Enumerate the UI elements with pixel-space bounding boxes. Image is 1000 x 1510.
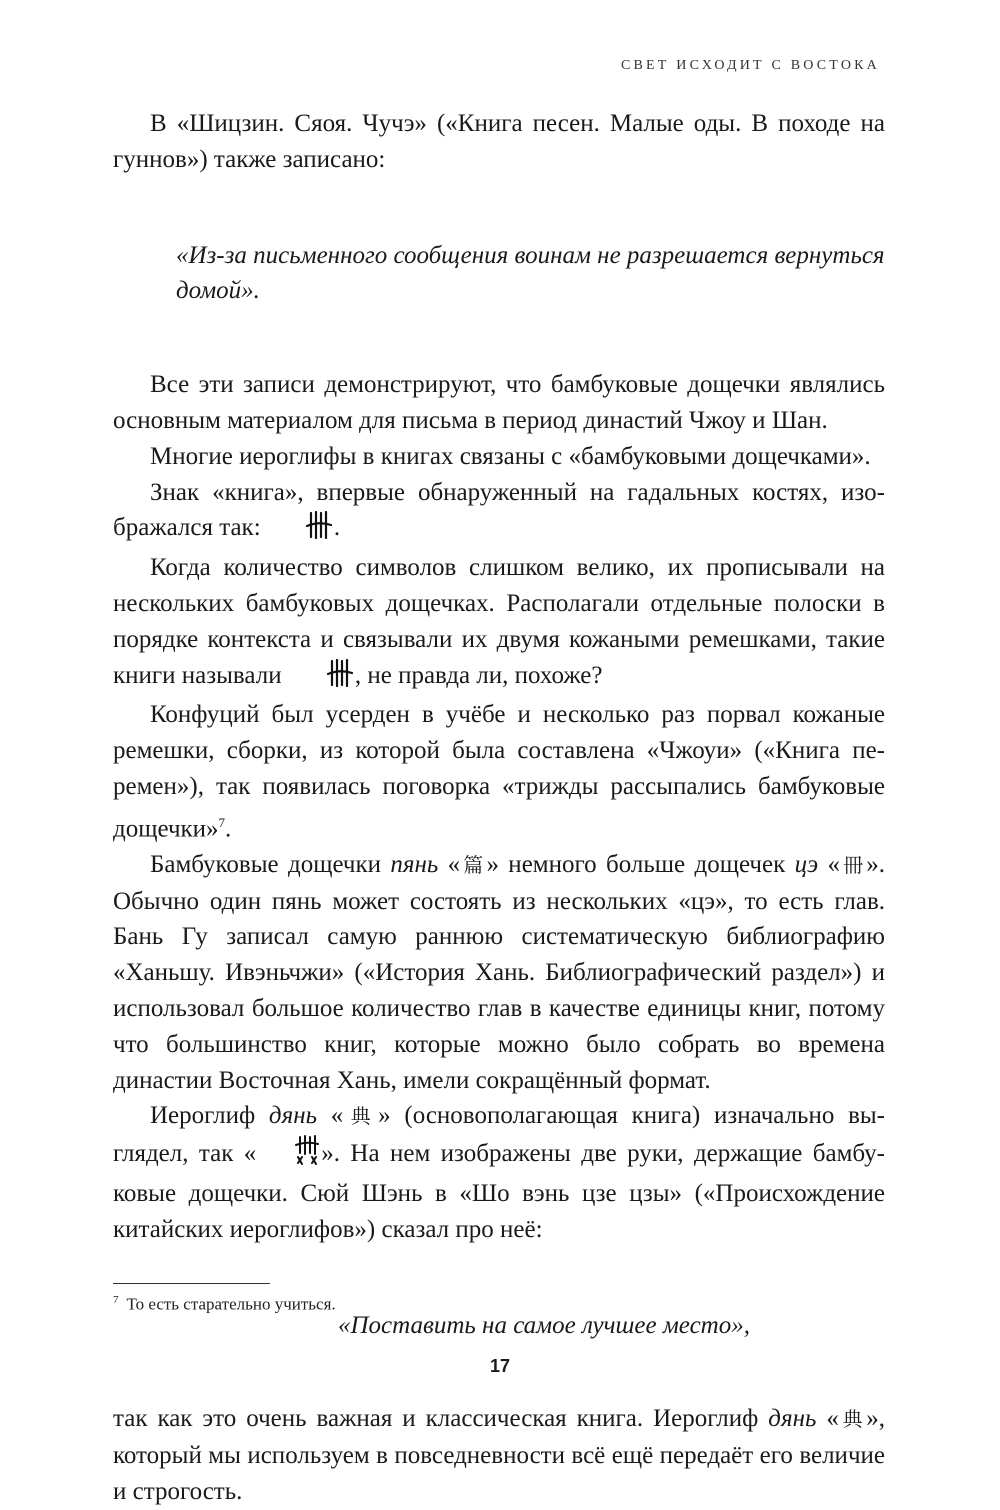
paragraph-7 <box>113 847 885 1099</box>
paragraph-2: Все эти записи демонстрируют, что бамбуковые дощечки являлись основным материалом для письма в период династий Чжоу и Шан. <box>113 371 885 434</box>
p9-a: так как это очень важная и классическая книга. Иероглиф <box>113 1405 769 1433</box>
ancient-dian-glyph <box>258 1135 319 1176</box>
char-dian: 典 <box>343 1104 379 1129</box>
term-dyan: дянь <box>268 1102 317 1130</box>
footnote-number: 7 <box>113 1294 119 1306</box>
paragraph-9 <box>113 1401 885 1509</box>
paragraph-3: Многие иероглифы в книгах связаны с «бамбуковыми дощечками». <box>150 442 871 470</box>
p7-e: ». Обычно один пянь может состоять из нескольких «цэ», то есть глав. Бань Гу записал самую раннюю систематическую библиографию «Ханьшу. Ивэньчжи» («История Хань. Библиографический раздел») и использовал большое количество глав в качестве единицы книг, потому что большинство книг, которые можно было собрать во времена династии Восточная Хань, имели сокращённый формат. <box>113 850 886 1094</box>
p8-b: « <box>316 1102 344 1130</box>
paragraph-5 <box>113 550 885 697</box>
paragraph-6 <box>113 697 885 847</box>
footnote-rule <box>113 1283 270 1284</box>
paragraph-8 <box>113 1098 885 1247</box>
p8-c: » (основополагающая книга) изначально выглядел, так « <box>113 1102 885 1168</box>
paragraph-1: В «Шицзин. Сяоя. Чучэ» («Книга песен. Малые оды. В походе на гуннов») также записано: <box>113 110 885 173</box>
p9-c: », который мы используем в повседневности всё ещё передаёт его величие и строгость. <box>113 1405 886 1506</box>
oracle-book-glyph-2 <box>290 659 353 698</box>
p6-text: Конфуций был усерден в учёбе и несколько раз порвал кожаные ремешки, сборки, из которой была составлена «Чжоуи» («Книга перемен»), так появилась поговорка «трижды рассыпались бамбуковые дощечки» <box>113 701 885 843</box>
term-tse: цэ <box>794 850 819 878</box>
char-ce: 冊 <box>840 852 867 877</box>
paragraph-4 <box>113 475 885 551</box>
p6-end: . <box>225 815 232 843</box>
p7-a: Бамбуковые дощечки <box>150 850 391 878</box>
quote-1: «Из-за письменного сообщения воинам не разрешается вернуться домой». <box>176 241 885 305</box>
p9-b: « <box>816 1405 839 1433</box>
p7-b: « <box>438 850 461 878</box>
oracle-book-glyph <box>269 511 332 550</box>
p5-end: , не правда ли, похоже? <box>354 661 603 689</box>
p4-text: Знак «книга», впервые обнаруженный на гадальных костях, изображался так: <box>113 478 885 542</box>
footnote-ref: 7 <box>218 814 226 830</box>
p7-c: » немного больше дощечек <box>486 850 795 878</box>
quote-2: «Поставить на самое лучшее место», <box>338 1311 750 1339</box>
p7-d: « <box>818 850 841 878</box>
p8-d: ». На нем изображены две руки, держащие бамбуковые дощечки. Сюй Шэнь в «Шо вэнь цзе цзы» («Происхождение китайских иероглифов») сказал про неё: <box>113 1140 885 1243</box>
footnote-text: То есть старательно учиться. <box>126 1294 336 1314</box>
term-dyan-2: дянь <box>768 1405 817 1433</box>
char-dian-2: 典 <box>838 1407 867 1432</box>
running-head: СВЕТ ИСХОДИТ С ВОСТОКА <box>620 58 880 73</box>
footnote <box>113 1294 336 1315</box>
char-pian: 篇 <box>460 852 487 877</box>
p8-a: Иероглиф <box>150 1102 269 1130</box>
term-pyan: пянь <box>390 850 439 878</box>
p4-end: . <box>333 514 341 542</box>
p5-text: Когда количество символов слишком велико, их прописывали на нескольких бамбуковых дощечках. Располагали отдельные полоски в порядке контекста и связывали их двумя кожаными ремешками, такие книги называли <box>113 554 885 689</box>
page-number: 17 <box>489 1356 511 1376</box>
